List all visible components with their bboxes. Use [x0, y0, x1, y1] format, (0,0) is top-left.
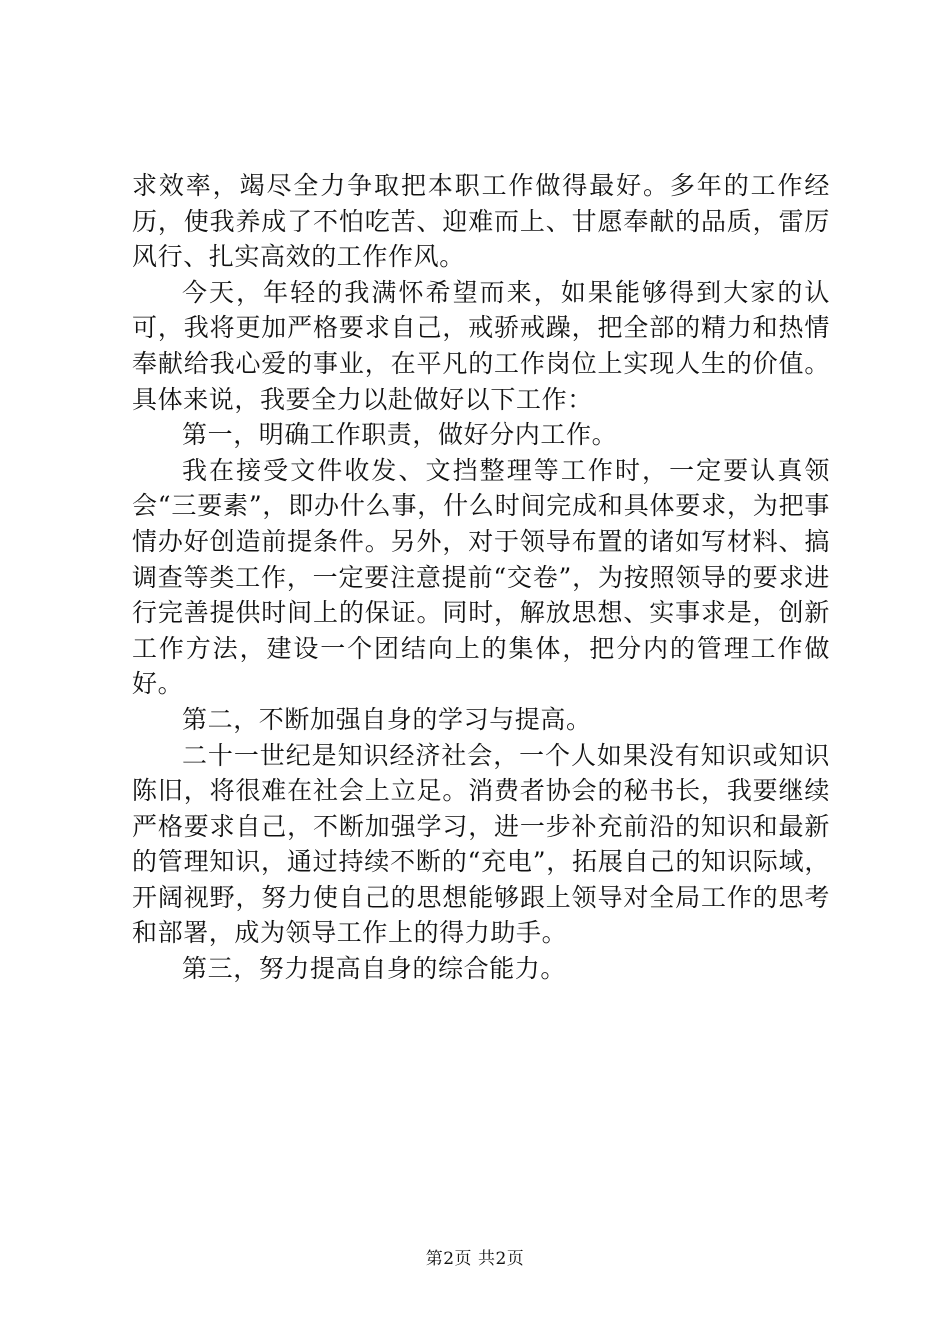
paragraph-point-two: 二十一世纪是知识经济社会，一个人如果没有知识或知识陈旧，将很难在社会上立足。消费者协会的秘书长，我要继续严格要求自己，不断加强学习，进一步补充前沿的知识和最新的管理知识，通过持续不断的“充电”，拓展自己的知识际域，开阔视野，努力使自己的思想能够跟上领导对全局工作的思考和部署，成为领导工作上的得力助手。 — [132, 740, 830, 948]
heading-point-three: 第三，努力提高自身的综合能力。 — [182, 954, 567, 984]
page-number-indicator: 第2页 共2页 — [425, 1249, 525, 1269]
page-footer — [0, 1244, 950, 1269]
paragraph-continuation: 求效率，竭尽全力争取把本职工作做得最好。多年的工作经历，使我养成了不怕吃苦、迎难而上、甘愿奉献的品质，雷厉风行、扎实高效的工作作风。 — [132, 171, 830, 272]
paragraph-point-one: 我在接受文件收发、文挡整理等工作时，一定要认真领会“三要素”，即办什么事，什么时间完成和具体要求，为把事情办好创造前提条件。另外，对于领导布置的诸如写材料、搞调查等类工作，一定要注意提前“交卷”，为按照领导的要求进行完善提供时间上的保证。同时，解放思想、实事求是，创新工作方法，建设一个团结向上的集体，把分内的管理工作做好。 — [132, 455, 830, 699]
heading-point-one: 第一，明确工作职责，做好分内工作。 — [182, 420, 618, 450]
document-body — [132, 168, 830, 987]
heading-point-two: 第二，不断加强自身的学习与提高。 — [182, 704, 592, 734]
paragraph-intro: 今天，年轻的我满怀希望而来，如果能够得到大家的认可，我将更加严格要求自己，戒骄戒躁，把全部的精力和热情奉献给我心爱的事业，在平凡的工作岗位上实现人生的价值。具体来说，我要全力以赴做好以下工作： — [132, 277, 830, 414]
